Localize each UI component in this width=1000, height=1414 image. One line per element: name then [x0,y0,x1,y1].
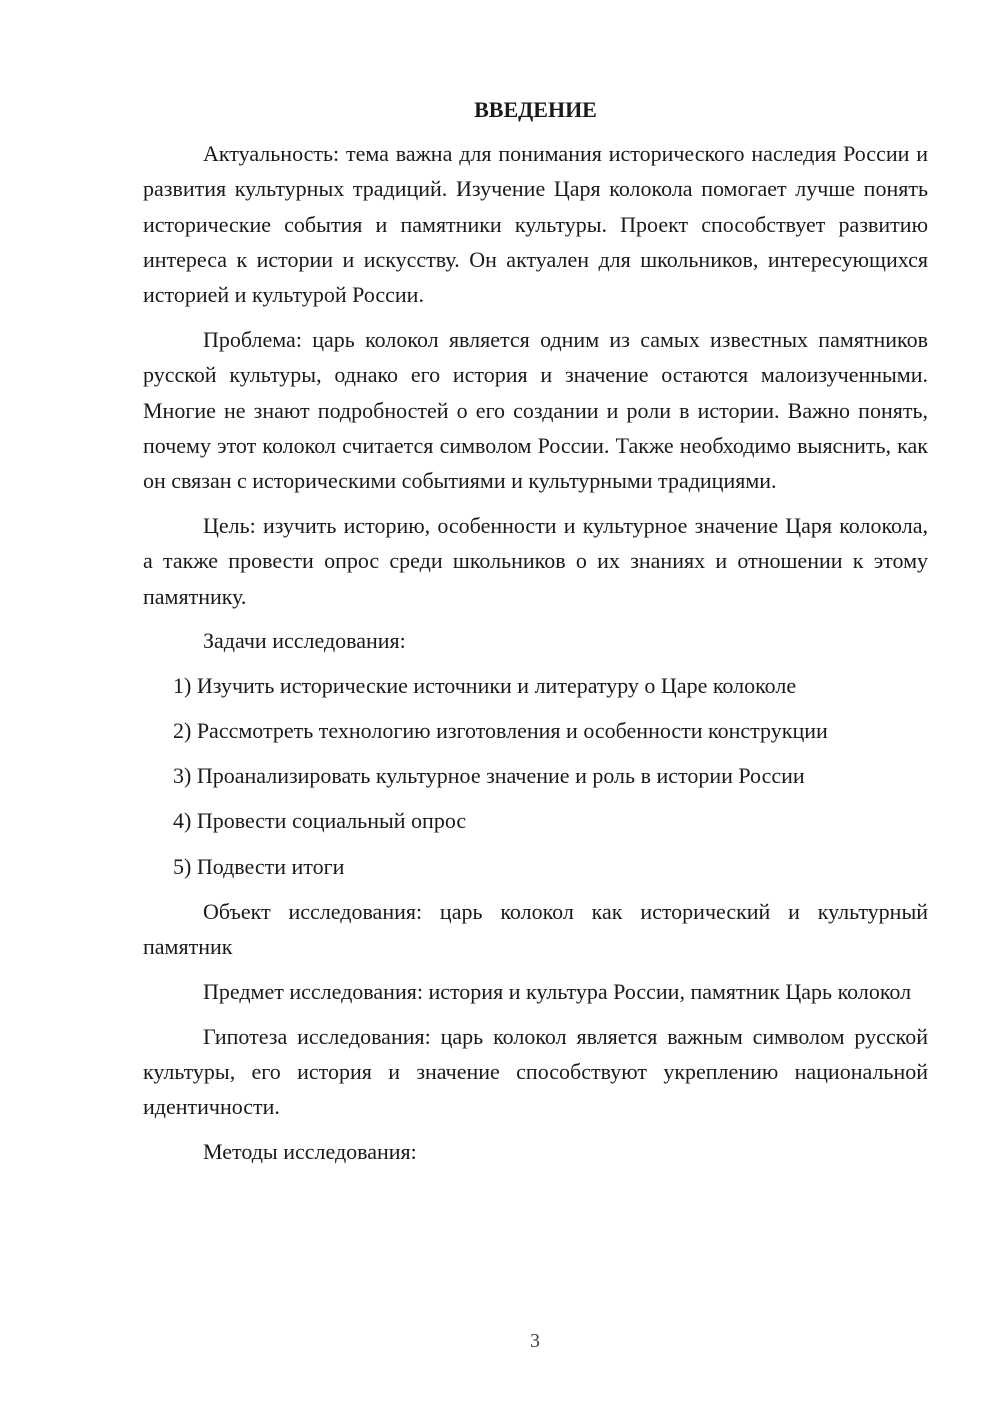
subject-paragraph: Предмет исследования: история и культура России, памятник Царь колокол [203,978,912,1004]
tasks-list [143,668,928,884]
document-page [143,92,928,1179]
hypothesis-paragraph: Гипотеза исследования: царь колокол является важным символом русской культуры, его история и значение способствуют укреплению национальной идентичности. [143,1023,928,1120]
object-paragraph: Объект исследования: царь колокол как исторический и культурный памятник [143,898,928,959]
methods-title: Методы исследования: [203,1138,417,1164]
relevance-paragraph: Актуальность: тема важна для понимания исторического наследия России и развития культурных традиций. Изучение Царя колокола помогает лучше понять исторические события и памятники культуры. Проект способствует развитию интереса к истории и искусству. Он актуален для школьников, интересующихся историей и культурой России. [143,141,928,308]
page-number: 3 [530,1330,540,1352]
section-heading: ВВЕДЕНИЕ [474,97,597,122]
task-item: 5) Подвести итоги [173,853,345,879]
tasks-title: Задачи исследования: [203,628,406,654]
problem-paragraph: Проблема: царь колокол является одним из самых известных памятников русской культуры, однако его история и значение остаются малоизученными. Многие не знают подробностей о его создании и роли в истории. Важно понять, почему этот колокол считается символом России. Также необходимо выяснить, как он связан с историческими событиями и культурными традициями. [143,326,928,494]
task-item: 1) Изучить исторические источники и литературу о Царе колоколе [173,673,797,699]
goal-paragraph: Цель: изучить историю, особенности и культурное значение Царя колокола, а также провести опрос среди школьников о их знаниях и отношении к этому памятнику. [143,512,928,609]
task-item: 4) Провести социальный опрос [173,808,467,834]
task-item: 2) Рассмотреть технологию изготовления и особенности конструкции [173,718,828,744]
task-item: 3) Проанализировать культурное значение и роль в истории России [173,763,805,789]
